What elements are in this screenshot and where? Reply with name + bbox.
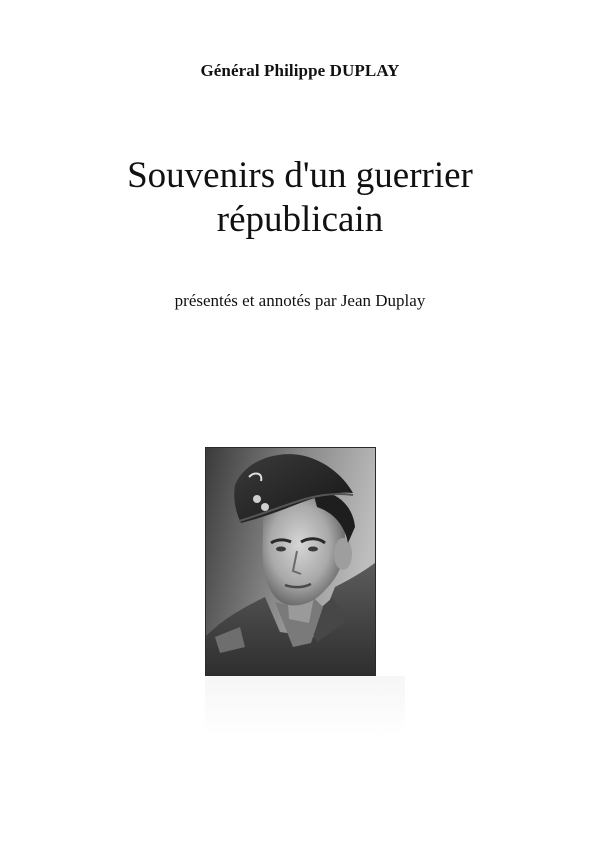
portrait-photo-icon	[205, 447, 376, 676]
photo-shadow	[205, 676, 405, 736]
title-line-2: républicain	[216, 199, 384, 240]
author-name: Général Philippe DUPLAY	[200, 61, 400, 80]
book-title	[0, 154, 600, 242]
book-subtitle: présentés et annotés par Jean Duplay	[174, 291, 426, 310]
title-line-1: Souvenirs d'un guerrier	[127, 155, 473, 196]
portrait-photo	[205, 447, 376, 676]
